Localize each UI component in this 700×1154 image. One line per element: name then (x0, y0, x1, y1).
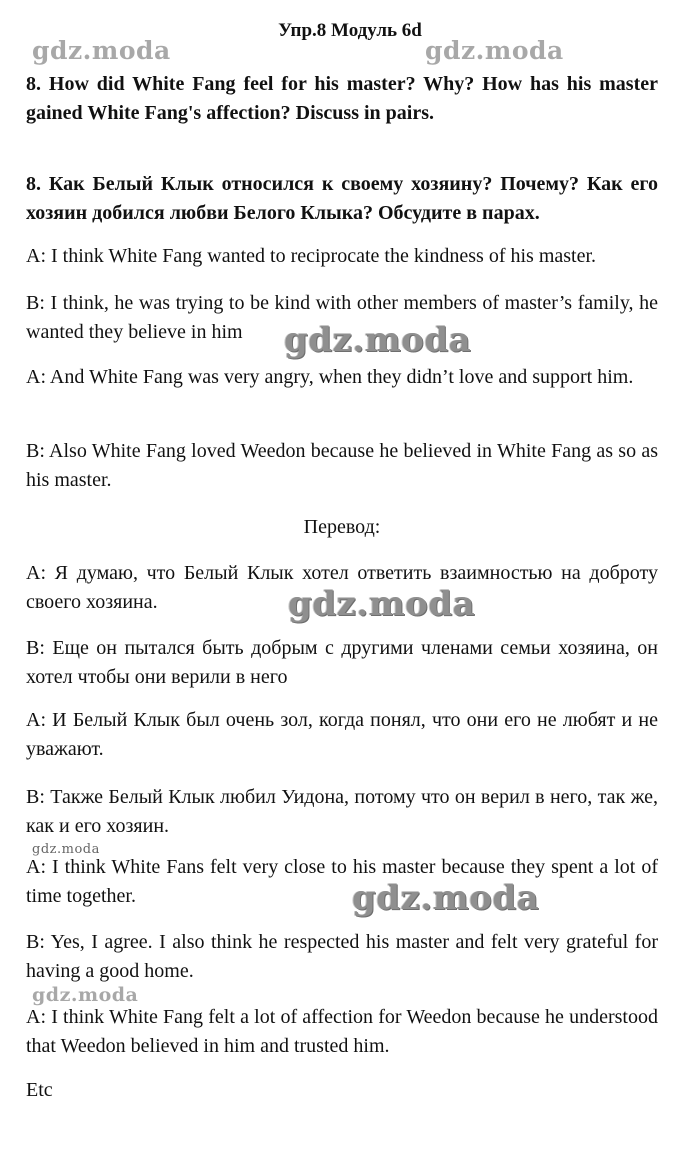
watermark: gdz.moda (352, 878, 540, 918)
watermark: gdz.moda (32, 984, 139, 1006)
dialogue-en2-line-2: B: Yes, I agree. I also think he respected his master and felt very grateful for having a good home. (26, 931, 658, 982)
watermark: gdz.moda (425, 36, 564, 65)
dialogue-en2-line-1: A: I think White Fans felt very close to his master because they spent a lot of time together. (26, 856, 658, 907)
dialogue-en-line-2: B: I think, he was trying to be kind with other members of master’s family, he wanted they believe in him (26, 292, 658, 343)
page-title: Упр.8 Модуль 6d (278, 20, 422, 41)
closing-etc: Etc (26, 1079, 53, 1101)
dialogue-en-line-4: B: Also White Fang loved Weedon because he believed in White Fang as so as his master. (26, 440, 658, 491)
dialogue-ru-line-4: B: Также Белый Клык любил Уидона, потому что он верил в него, так же, как и его хозяин. (26, 786, 658, 837)
dialogue-ru-line-2: B: Еще он пытался быть добрым с другими членами семьи хозяина, он хотел чтобы они верили в него (26, 637, 658, 688)
dialogue-en-line-1: A: I think White Fang wanted to reciprocate the kindness of his master. (26, 245, 597, 267)
watermark: gdz.moda (288, 584, 476, 624)
watermark: gdz.moda (32, 842, 100, 857)
translation-heading: Перевод: (303, 516, 381, 538)
dialogue-en2-line-3: A: I think White Fang felt a lot of affection for Weedon because he understood that Weedon believed in him and trusted him. (26, 1006, 658, 1057)
dialogue-ru-line-1: A: Я думаю, что Белый Клык хотел ответить взаимностью на доброту своего хозяина. (26, 562, 658, 613)
dialogue-ru-line-3: A: И Белый Клык был очень зол, когда понял, что они его не любят и не уважают. (26, 709, 658, 760)
task-russian: 8. Как Белый Клык относился к своему хозяину? Почему? Как его хозяин добился любви Белого Клыка? Обсудите в парах. (26, 173, 658, 224)
task-english: 8. How did White Fang feel for his master? Why? How has his master gained White Fang's affection? Discuss in pairs. (26, 73, 658, 124)
watermark: gdz.moda (284, 320, 472, 360)
dialogue-en-line-3: A: And White Fang was very angry, when they didn’t love and support him. (26, 366, 634, 388)
watermark: gdz.moda (32, 36, 171, 65)
